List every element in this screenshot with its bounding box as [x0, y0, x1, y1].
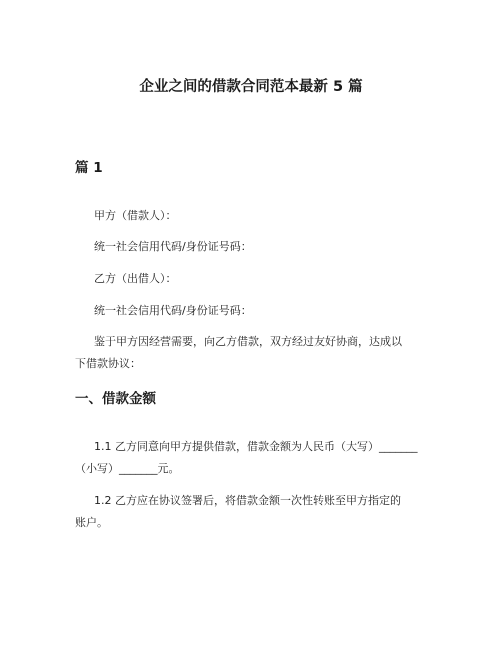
party-a-code-line: 统一社会信用代码/身份证号码： [94, 240, 252, 253]
party-a-line: 甲方（借款人）： [94, 209, 177, 222]
clause-1-1-line-1: 1.1 乙方同意向甲方提供借款，借款金额为人民币（大写）_______ [94, 440, 418, 453]
clause-1-1-line-2: （小写）_______元。 [75, 462, 180, 475]
preamble-line-2: 下借款协议： [75, 357, 141, 370]
document-title: 企业之间的借款合同范本最新 5 篇 [139, 79, 363, 95]
clause-1-2-line-2: 账户。 [75, 516, 108, 529]
clause-1-2-line-1: 1.2 乙方应在协议签署后，将借款金额一次性转账至甲方指定的 [94, 494, 401, 507]
part-heading: 篇 1 [75, 160, 103, 176]
party-b-code-line: 统一社会信用代码/身份证号码： [94, 304, 252, 317]
section-heading-loan-amount: 一、借款金额 [75, 391, 156, 407]
party-b-line: 乙方（出借人）： [94, 272, 177, 285]
preamble-line-1: 鉴于甲方因经营需要，向乙方借款，双方经过友好协商，达成以 [94, 335, 402, 348]
